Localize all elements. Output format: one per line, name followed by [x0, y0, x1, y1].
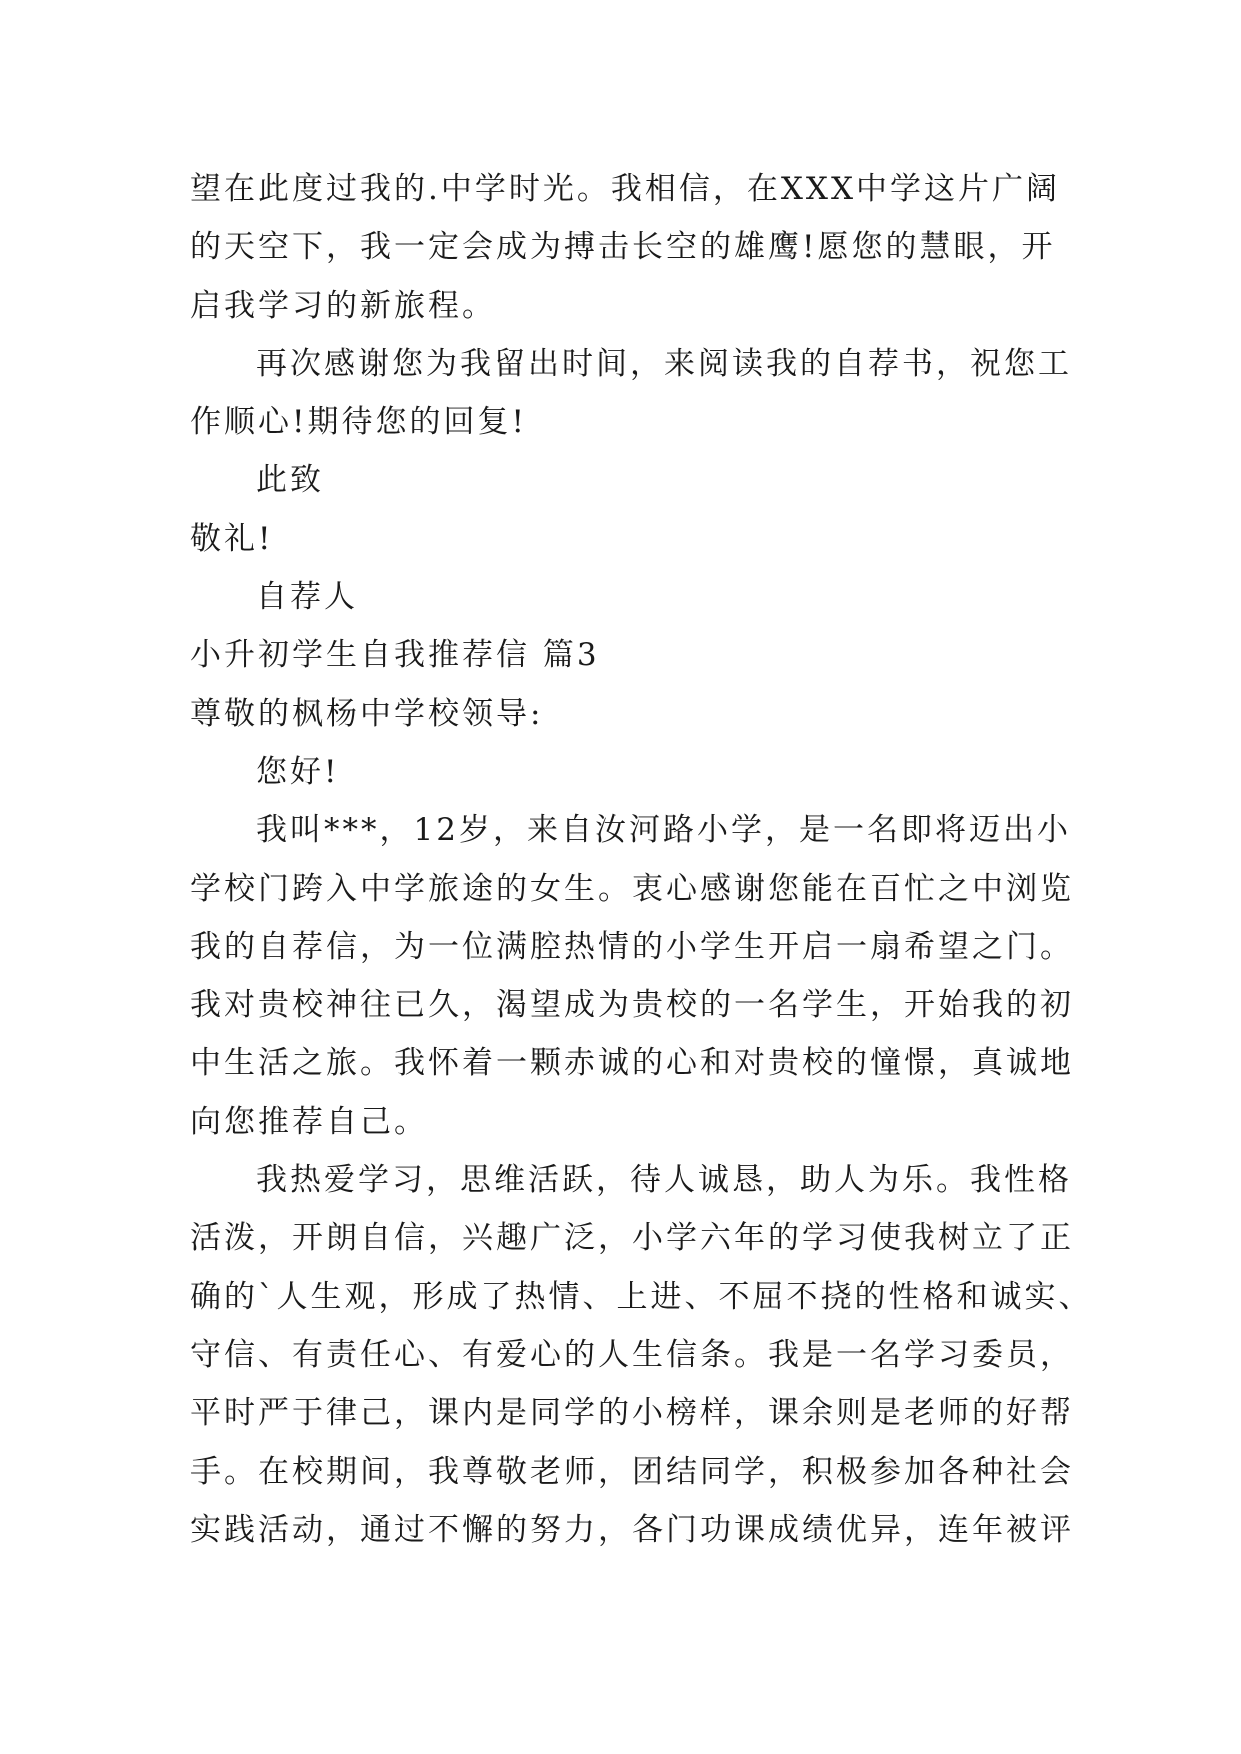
signature-label: 自荐人 — [256, 579, 358, 616]
text-line: 中生活之旅。我怀着一颗赤诚的心和对贵校的憧憬，真诚地 — [190, 1045, 1074, 1082]
letter-hello: 您好! — [256, 753, 340, 790]
text-line: 我叫***，12岁，来自汝河路小学，是一名即将迈出小 — [256, 812, 1071, 849]
text-line: 的天空下，我一定会成为搏击长空的雄鹰!愿您的慧眼，开 — [190, 229, 1056, 266]
text-line: 作顺心!期待您的回复! — [190, 404, 527, 441]
text-line: 望在此度过我的.中学时光。我相信，在XXX中学这片广阔 — [190, 171, 1061, 207]
text-line: 向您推荐自己。 — [190, 1103, 428, 1140]
text-line: 我热爱学习，思维活跃，待人诚恳，助人为乐。我性格 — [256, 1162, 1072, 1199]
text-line: 手。在校期间，我尊敬老师，团结同学，积极参加各种社会 — [190, 1453, 1074, 1490]
text-line: 守信、有责任心、有爱心的人生信条。我是一名学习委员， — [190, 1336, 1074, 1373]
text-line: 活泼，开朗自信，兴趣广泛，小学六年的学习使我树立了正 — [190, 1220, 1074, 1257]
text-line: 实践活动，通过不懈的努力，各门功课成绩优异，连年被评 — [190, 1511, 1074, 1548]
text-line: 我对贵校神往已久，渴望成为贵校的一名学生，开始我的初 — [190, 987, 1074, 1024]
text-line: 平时严于律己，课内是同学的小榜样，课余则是老师的好帮 — [190, 1395, 1074, 1432]
document-body — [190, 160, 1093, 1559]
text-line: 学校门跨入中学旅途的女生。衷心感谢您能在百忙之中浏览 — [190, 870, 1074, 907]
text-line: 再次感谢您为我留出时间，来阅读我的自荐书，祝您工 — [256, 345, 1072, 382]
letter-greeting: 尊敬的枫杨中学校领导: — [190, 695, 544, 732]
section-title: 小升初学生自我推荐信 篇3 — [190, 637, 600, 674]
closing-salutation: 此致 — [256, 462, 324, 499]
closing-regards: 敬礼! — [190, 520, 274, 557]
text-line: 我的自荐信，为一位满腔热情的小学生开启一扇希望之门。 — [190, 928, 1074, 965]
text-line: 启我学习的新旅程。 — [190, 287, 496, 324]
text-line: 确的`人生观，形成了热情、上进、不屈不挠的性格和诚实、 — [190, 1278, 1093, 1315]
